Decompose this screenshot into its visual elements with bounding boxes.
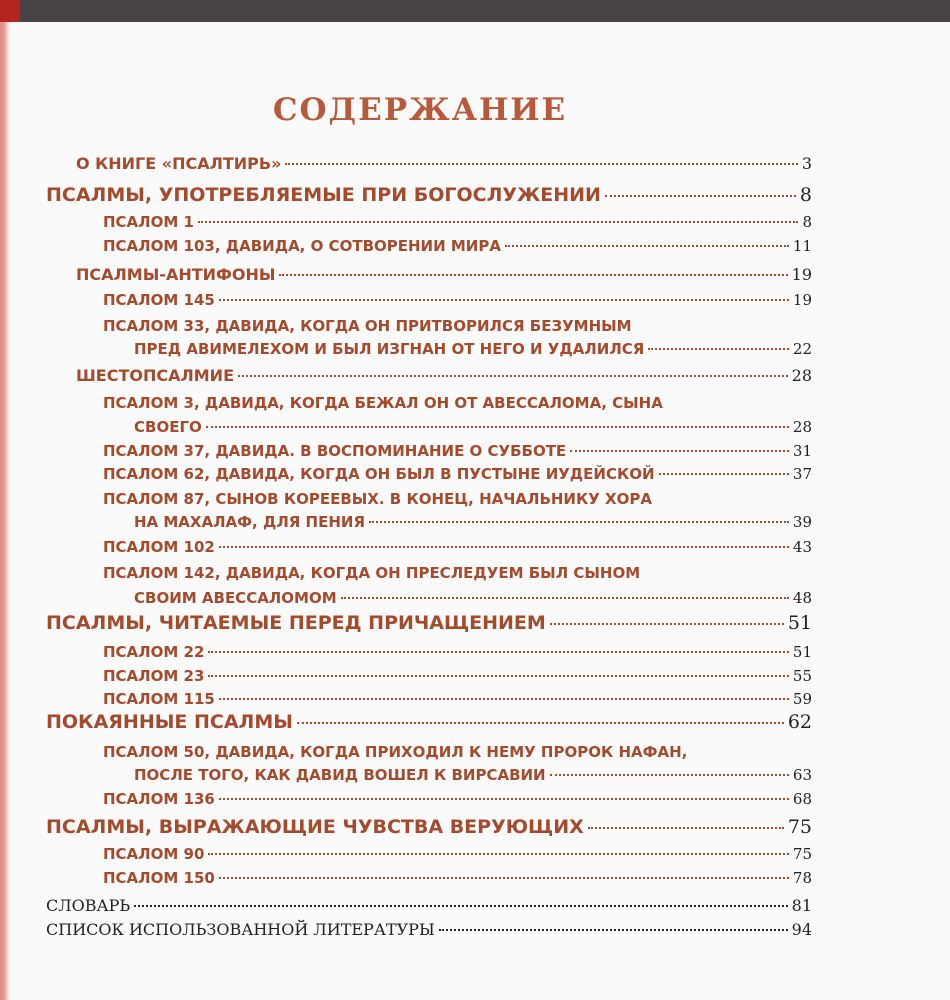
toc-entry[interactable] <box>134 766 812 784</box>
toc-entry-label: ПСАЛОМ 37, ДАВИДА. В ВОСПОМИНАНИЕ О СУББОТЕ <box>103 442 567 460</box>
toc-entry-label: ПСАЛОМ 115 <box>103 690 215 708</box>
toc-entry-label: ПСАЛМЫ, ВЫРАЖАЮЩИЕ ЧУВСТВА ВЕРУЮЩИХ <box>46 816 584 838</box>
toc-entry-page: 94 <box>791 920 812 939</box>
toc-entry[interactable] <box>103 442 812 460</box>
toc-section[interactable] <box>76 366 812 385</box>
toc-entry-page: 19 <box>791 265 812 284</box>
leader-dots <box>648 348 789 350</box>
leader-dots <box>570 450 789 452</box>
toc-entry-page: 8 <box>799 184 812 206</box>
toc-entry-page: 8 <box>802 213 812 231</box>
leader-dots <box>369 521 789 523</box>
toc-entry-label: ПСАЛОМ 1 <box>103 213 194 231</box>
toc-entry-page: 68 <box>792 790 812 808</box>
toc-entry[interactable] <box>103 643 812 661</box>
toc-entry-label: ПСАЛОМ 145 <box>103 291 215 309</box>
toc-entry-label: ПРЕД АВИМЕЛЕХОМ И БЫЛ ИЗГНАН ОТ НЕГО И УДАЛИЛСЯ <box>134 340 645 358</box>
toc-entry-label: СВОЕГО <box>134 418 202 436</box>
page-left-edge <box>0 22 10 1000</box>
toc-entry[interactable] <box>103 237 812 255</box>
toc-entry-label: ПСАЛМЫ, ЧИТАЕМЫЕ ПЕРЕД ПРИЧАЩЕНИЕМ <box>46 612 546 634</box>
toc-entry-page: 11 <box>792 237 812 255</box>
toc-entry-label: ПОКАЯННЫЕ ПСАЛМЫ <box>46 711 293 733</box>
toc-entry[interactable] <box>134 589 812 607</box>
toc-entry-page: 63 <box>792 766 812 784</box>
leader-dots <box>588 827 784 829</box>
book-edge-dark <box>20 0 950 22</box>
toc-entry-page: 22 <box>792 340 812 358</box>
toc-entry-label: НА МАХАЛАФ, ДЛЯ ПЕНИЯ <box>134 513 366 531</box>
toc-entry-label: ПСАЛОМ 136 <box>103 790 215 808</box>
toc-entry-page: 43 <box>792 538 812 556</box>
toc-entry-page: 39 <box>792 513 812 531</box>
leader-dots <box>605 195 796 197</box>
toc-entry-label: ПСАЛОМ 22 <box>103 643 205 661</box>
toc-entry[interactable] <box>103 869 812 887</box>
toc-entry[interactable] <box>103 790 812 808</box>
toc-entry[interactable] <box>103 465 812 483</box>
leader-dots <box>505 245 789 247</box>
toc-section[interactable] <box>46 184 812 206</box>
toc-entry[interactable] <box>103 291 812 309</box>
toc-entry-page: 81 <box>791 896 812 915</box>
toc-entry-label: ПСАЛОМ 103, ДАВИДА, О СОТВОРЕНИИ МИРА <box>103 237 501 255</box>
toc-entry-page: 62 <box>787 711 812 733</box>
toc-entry-page: 48 <box>792 589 812 607</box>
toc-entry[interactable] <box>134 513 812 531</box>
toc-entry-label: ПСАЛОМ 102 <box>103 538 215 556</box>
leader-dots <box>219 698 789 700</box>
leader-dots <box>550 623 784 625</box>
leader-dots <box>206 426 789 428</box>
leader-dots <box>659 473 789 475</box>
toc-entry-label: ШЕСТОПСАЛМИЕ <box>76 366 234 385</box>
leader-dots <box>219 798 789 800</box>
leader-dots <box>285 163 797 165</box>
toc-entry-page: 55 <box>792 667 812 685</box>
toc-entry-label-line1: ПСАЛОМ 3, ДАВИДА, КОГДА БЕЖАЛ ОН ОТ АВЕССАЛОМА, СЫНА <box>103 394 663 412</box>
leader-dots <box>439 929 788 931</box>
toc-entry-bibliography[interactable] <box>46 920 812 939</box>
toc-entry[interactable] <box>103 538 812 556</box>
toc-entry[interactable] <box>103 845 812 863</box>
toc-entry-label: ПСАЛМЫ-АНТИФОНЫ <box>76 265 276 284</box>
leader-dots <box>208 651 789 653</box>
toc-entry-label: СПИСОК ИСПОЛЬЗОВАННОЙ ЛИТЕРАТУРЫ <box>46 920 435 939</box>
leader-dots <box>550 774 789 776</box>
toc-entry-page: 78 <box>792 869 812 887</box>
toc-entry-page: 75 <box>792 845 812 863</box>
toc-entry-page: 31 <box>792 442 812 460</box>
top-background <box>0 0 950 22</box>
leader-dots <box>279 274 787 276</box>
toc-entry-label: СЛОВАРЬ <box>46 896 131 915</box>
toc-entry-page: 51 <box>787 612 812 634</box>
toc-section[interactable] <box>46 816 812 838</box>
toc-entry[interactable] <box>134 418 812 436</box>
toc-entry-label-line1: ПСАЛОМ 87, СЫНОВ КОРЕЕВЫХ. В КОНЕЦ, НАЧАЛЬНИКУ ХОРА <box>103 490 652 508</box>
leader-dots <box>198 221 798 223</box>
toc-entry-label: СВОИМ АВЕССАЛОМОМ <box>134 589 337 607</box>
toc-section[interactable] <box>76 265 812 284</box>
toc-entry[interactable] <box>134 340 812 358</box>
toc-entry-label-line1: ПСАЛОМ 142, ДАВИДА, КОГДА ОН ПРЕСЛЕДУЕМ БЫЛ СЫНОМ <box>103 564 641 582</box>
toc-entry-label: ПСАЛМЫ, УПОТРЕБЛЯЕМЫЕ ПРИ БОГОСЛУЖЕНИИ <box>46 184 601 206</box>
toc-entry[interactable] <box>76 154 812 173</box>
toc-entry-label: ПСАЛОМ 90 <box>103 845 205 863</box>
toc-entry-label-line1: ПСАЛОМ 33, ДАВИДА, КОГДА ОН ПРИТВОРИЛСЯ БЕЗУМНЫМ <box>103 317 632 335</box>
toc-entry-page: 75 <box>787 816 812 838</box>
toc-entry-page: 28 <box>791 366 812 385</box>
toc-entry-page: 19 <box>792 291 812 309</box>
toc-entry-label: ПОСЛЕ ТОГО, КАК ДАВИД ВОШЕЛ К ВИРСАВИИ <box>134 766 546 784</box>
toc-entry-glossary[interactable] <box>46 896 812 915</box>
leader-dots <box>134 905 788 907</box>
toc-entry-page: 59 <box>792 690 812 708</box>
leader-dots <box>219 299 789 301</box>
leader-dots <box>219 877 789 879</box>
toc-entry-label: ПСАЛОМ 150 <box>103 869 215 887</box>
leader-dots <box>219 546 789 548</box>
toc-entry-page: 37 <box>792 465 812 483</box>
toc-entry-page: 28 <box>792 418 812 436</box>
toc-entry-label-line1: ПСАЛОМ 50, ДАВИДА, КОГДА ПРИХОДИЛ К НЕМУ ПРОРОК НАФАН, <box>103 743 688 761</box>
leader-dots <box>297 722 784 724</box>
toc-entry-label: О КНИГЕ «ПСАЛТИРЬ» <box>76 154 282 173</box>
toc-entry[interactable] <box>103 213 812 231</box>
toc-entry[interactable] <box>103 690 812 708</box>
page-title: СОДЕРЖАНИЕ <box>272 92 568 128</box>
leader-dots <box>208 675 789 677</box>
book-edge-red <box>0 0 20 22</box>
leader-dots <box>208 853 789 855</box>
toc-entry-label: ПСАЛОМ 23 <box>103 667 205 685</box>
toc-entry[interactable] <box>103 667 812 685</box>
toc-section[interactable] <box>46 612 812 634</box>
leader-dots <box>341 597 789 599</box>
toc-entry-label: ПСАЛОМ 62, ДАВИДА, КОГДА ОН БЫЛ В ПУСТЫНЕ ИУДЕЙСКОЙ <box>103 465 655 483</box>
toc-entry-page: 51 <box>792 643 812 661</box>
toc-section[interactable] <box>46 711 812 733</box>
toc-entry-page: 3 <box>801 154 812 173</box>
leader-dots <box>238 375 788 377</box>
